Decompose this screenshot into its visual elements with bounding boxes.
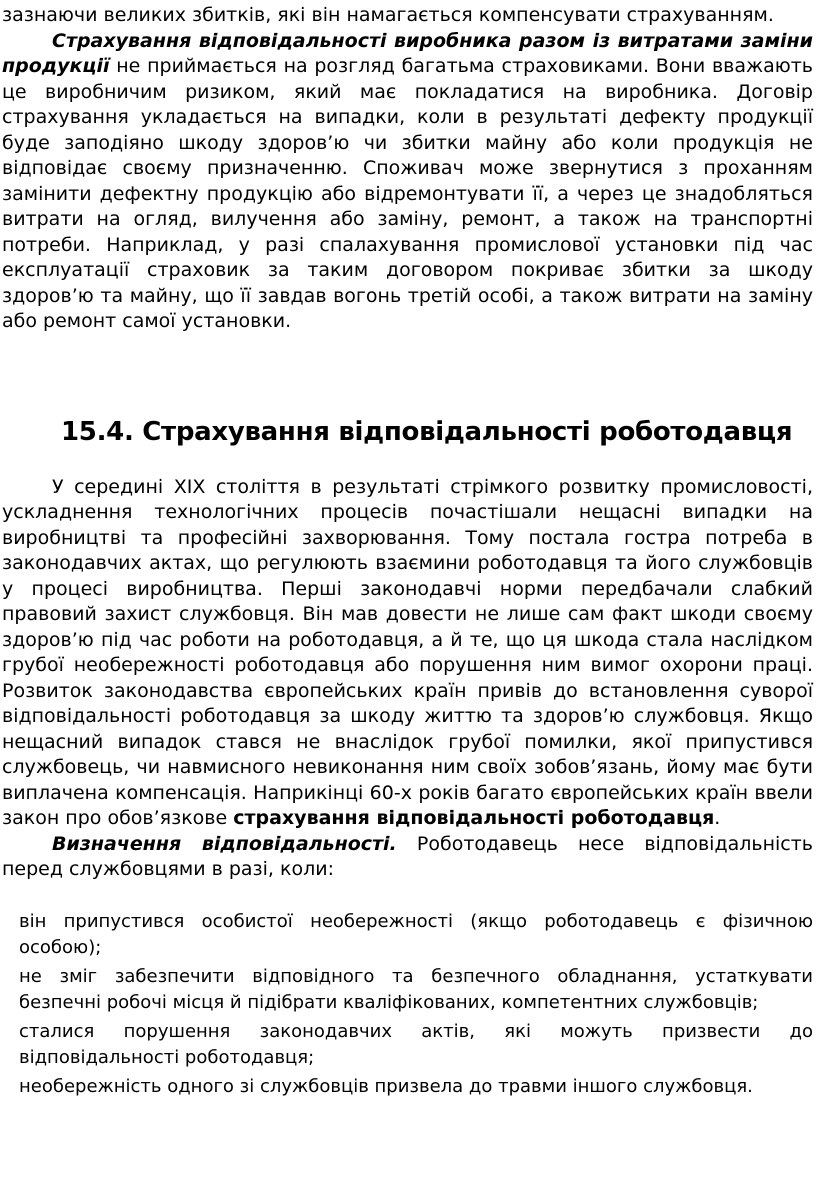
paragraph-body-text: У середині XIX століття в результаті стрімкого розвитку промисловості, ускладнення технологічних процесів почастішали нещасні випадки на виробництві та професійні захворювання. Тому постала гостра потреба в законодавчих актах, що регулюють взаємини роботодавця та його службовців у процесі виробництва. Перші законодавчі норми передбачали слабкий правовий захист службовця. Він мав довести не лише сам факт шкоди своєму здоров’ю під час роботи на роботодавця, а й те, що ця шкода стала наслідком грубої необережності роботодавця або порушення ним вимог охорони праці. Розвиток законодавства європейських країн привів до встановлення суворої відповідальності роботодавця за шкоду життю та здоров’ю службовця. Якщо нещасний випадок стався не внаслідок грубої помилки, якої припустився службовець, чи навмисного невиконання ним своїх зобов’язань, йому має бути виплачена компенсація. Наприкінці 60-х років багато європейських країн ввели закон про обов’язкове [2,475,813,829]
list-item: необережність одного зі службовців призвела до травми іншого службовця. [19,1075,753,1097]
paragraph-body-text: не приймається на розгляд багатьма страховиками. Вони вважають це виробничим ризиком, який має покладатися на виробника. Договір страхування укладається на випадки, коли в результаті дефекту продукції буде заподіяно шкоду здоров’ю чи збитки майну або коли продукція не відповідає своєму призначенню. Споживач може звернутися з проханням замінити дефектну продукцію або відремонтувати її, а через це знадобляться витрати на огляд, вилучення або заміну, ремонт, а також на транспортні потреби. Наприклад, у разі спалахування промислової установки під час експлуатації страховик за таким договором покриває збитки за шкоду здоров’ю та майну, що її завдав вогонь третій особі, а також витрати на заміну або ремонт самої установки. [2,55,813,332]
bold-term: страхування відповідальності роботодавця [233,807,715,829]
liability-conditions-list [2,909,813,1100]
paragraph-definition [2,832,813,883]
paragraph-product-liability [2,29,813,335]
list-item: не зміг забезпечити відповідного та безпечного обладнання, устаткувати безпечні робочі місця й підібрати кваліфікованих, компетентних службовців; [19,965,813,1013]
paragraph-continuation: зазнаючи великих збитків, які він намагається компенсувати страхуванням. [2,4,774,26]
list-item: сталися порушення законодавчих актів, які можуть призвести до відповідальності роботодавця; [19,1020,813,1068]
paragraph-lead-emphasis: Страхування відповідальності виробника разом із витратами заміни продукції [2,29,813,77]
paragraph-history [2,475,813,832]
section-heading: 15.4. Страхування відповідальності роботодавця [61,416,793,447]
paragraph-end-punctuation: . [714,807,721,829]
list-item: він припустився особистої необережності (якщо роботодавець є фізичною особою); [19,910,813,958]
paragraph-lead-emphasis: Визначення відповідальності. [52,832,397,855]
paragraph-body-text: Роботодавець несе відповідальність перед службовцями в разі, коли: [2,832,813,880]
